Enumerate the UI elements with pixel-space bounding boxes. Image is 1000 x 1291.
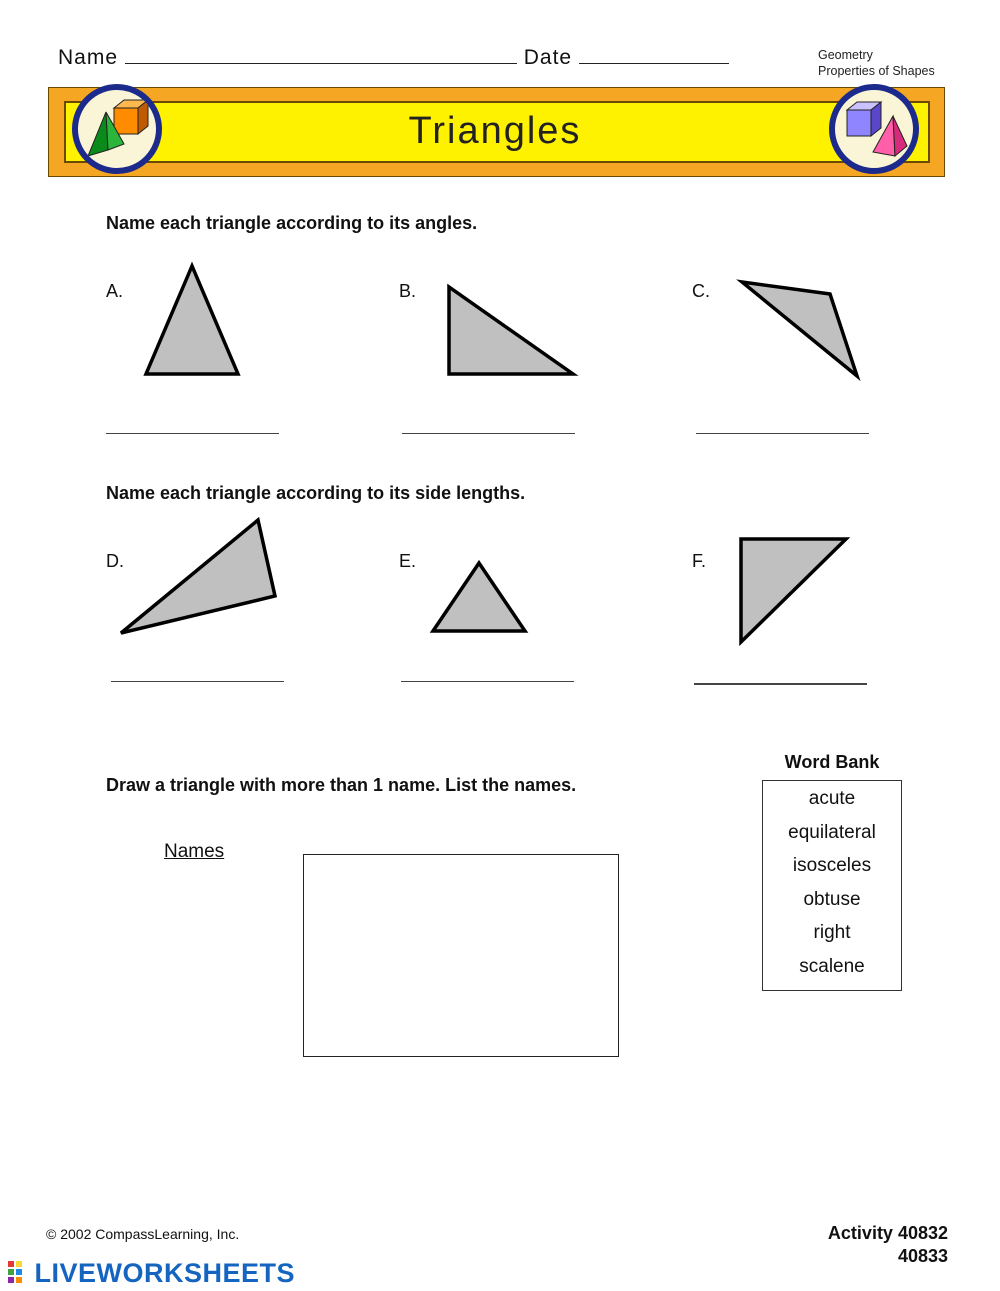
word-bank-item[interactable]: obtuse bbox=[803, 888, 861, 910]
color-blocks-icon bbox=[8, 1261, 30, 1285]
word-bank-item[interactable]: isosceles bbox=[792, 855, 872, 877]
label-e: E. bbox=[399, 551, 417, 571]
label-d: D. bbox=[106, 551, 124, 571]
logo-text: LIVEWORKSHEETS bbox=[34, 1258, 295, 1288]
activity-line-1: Activity 40832 bbox=[827, 1223, 948, 1243]
triangle-b bbox=[449, 287, 573, 374]
triangle-f bbox=[741, 539, 846, 642]
draw-instruction: Draw a triangle with more than 1 name. List the names. bbox=[106, 775, 577, 795]
label-b: B. bbox=[399, 281, 417, 301]
page-title: Triangles bbox=[408, 110, 582, 152]
liveworksheets-logo[interactable] bbox=[8, 1258, 295, 1289]
triangle-d bbox=[121, 520, 275, 633]
answer-line-a[interactable] bbox=[106, 433, 279, 434]
word-bank bbox=[762, 780, 902, 991]
names-label: Names bbox=[164, 841, 225, 862]
label-a: A. bbox=[106, 281, 124, 301]
answer-line-f[interactable] bbox=[694, 683, 867, 685]
word-bank-item[interactable]: scalene bbox=[799, 955, 865, 977]
name-label: Name bbox=[58, 46, 119, 69]
date-label: Date bbox=[523, 46, 573, 69]
copyright-text: © 2002 CompassLearning, Inc. bbox=[46, 1226, 240, 1242]
activity-line-2: 40833 bbox=[897, 1246, 948, 1266]
subject-line-2: Properties of Shapes bbox=[818, 64, 935, 78]
sides-instruction: Name each triangle according to its side lengths. bbox=[106, 483, 526, 503]
word-bank-item[interactable]: acute bbox=[808, 788, 856, 809]
subject-line-1: Geometry bbox=[818, 48, 873, 62]
word-bank-title: Word Bank bbox=[784, 752, 880, 772]
answer-line-d[interactable] bbox=[111, 681, 284, 682]
word-bank-item[interactable]: equilateral bbox=[788, 821, 876, 843]
word-bank-item[interactable]: right bbox=[813, 922, 851, 944]
label-f: F. bbox=[692, 551, 707, 571]
triangle-e bbox=[433, 563, 525, 631]
label-c: C. bbox=[692, 281, 710, 301]
answer-line-c[interactable] bbox=[696, 433, 869, 434]
angles-instruction: Name each triangle according to its angles. bbox=[106, 213, 478, 233]
drawing-area[interactable] bbox=[303, 854, 619, 1057]
answer-line-b[interactable] bbox=[402, 433, 575, 434]
answer-line-e[interactable] bbox=[401, 681, 574, 682]
triangle-a bbox=[146, 266, 238, 374]
triangle-c bbox=[742, 282, 857, 376]
activity-id bbox=[828, 1222, 948, 1268]
